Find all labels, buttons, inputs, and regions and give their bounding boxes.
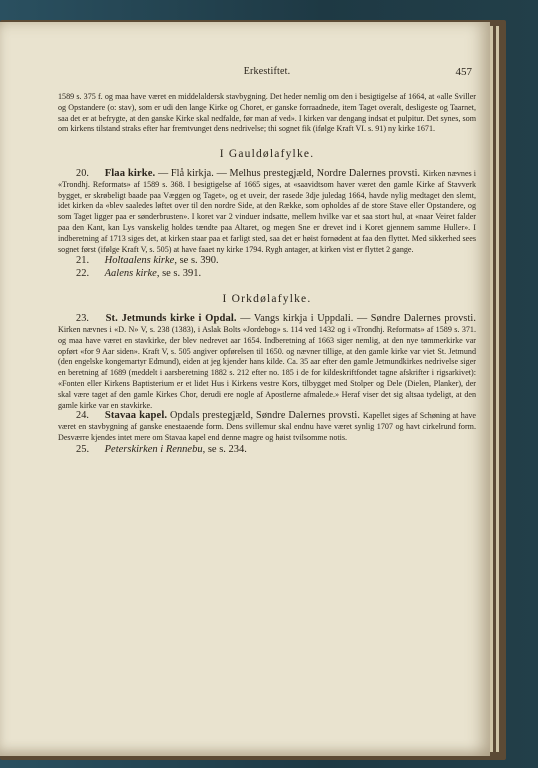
section-title: I Gauldølafylke. [219,148,315,161]
entry-name: Peterskirken i Rennebu [104,443,203,455]
entry-number: 21. [76,255,90,267]
entry-paragraph [58,169,476,255]
reference-line [58,268,476,281]
running-title: Erkestiftet. [243,66,291,77]
page-edge [496,26,499,752]
reference-line [58,255,476,268]
entry-number: 25. [76,443,90,455]
entry-name: Flaa kirke. [104,167,156,179]
entry-name: Holtaalens kirke [104,255,175,267]
entry-text: Kapellet siges af Schøning at have været en stavbygning af ganske enestaaende form. Dens svillemur skal endnu have været synlig 1707 og havt cirkelrund form. Desværre kjendes intet mere om Stavaa kapel end denne magre og høist tvilsomme notis. [58,411,476,442]
page-body [58,92,476,456]
entry-text: Kirken nævnes i «D. N» V, s. 238 (1383), i Aslak Bolts «Jordebog» s. 114 ved 1432 og i «Trondhj. Reformats» af 1589 s. 371. og maa have været en stavkirke, der blev nedrevet aar 1654. Indberetning af 1663 siger nemlig, at den nye tømmerkirke var opført «for 9 Aar siden». Kraft V, s. 505 angiver opførelsen til 1650. og nævner tillige, at den gamle kirke var viet St. Jetmund (den engelske kongemartyr Edmund), eiden at jeg kjender hans kilde. Ca. 35 aar efter den gamle Jetmundkirkes nedrivelse siger en beretning af 1689 (meddelt i aarsberetning 1882 s. 212 efter no. 185 i de for kildeskriftfondet tagne afskrifter i rigsarkivet): «Fonten eller Kirkens Baptisterium er et lidet Hus i Kirkens vestre Kors, tilbygget med Stolper og Dele (Dielen, Planker), der skal være taget af den gamle Kirkes Chor, derudi ere nogle af Apostlerne afmalede.» Heraf viser det sig altsaa tydeligt, at den gamle kirke var en stavkirke. [58,324,476,410]
entry-lead: — Flå kirkja. — Melhus prestegjæld, Nordre Dalernes provsti. [157,167,421,179]
entry-number: 23. [76,313,90,325]
entry-text: Kirken nævnes i «Trondhj. Reformats» af 1589 s. 368. I besigtigelse af 1665 siges, at «saavidtsom haver været den gamle Kirke af Stavverk bygget, er skrøbeligt baade paa Væggen og Taget», og et uveir, der rasede 3dje juledag 1664, havde nylig medtaget den slemt, idet kirken da «blev saaledes løftet over til den nordre Side, at den Række, som opholdes af de store Stave eller Opstandere, og som Taget ligger paa er sønderbrusten». I koret var 2 vinduer indsatte, mellem hvilke var et saa stort hul, at «naar Veiret falder paa den Kant, kan Lys vanskelig holdes tændte paa Altaret, og megen Sne er drevet ind i Koret gjennem samme Huller». I indberetning af 1713 siges det, at kirken staar paa et farligt sted, saa det er høist fornødent at faa den flyttet. Med sikkerhed sees sognet først (ifølge Kraft V, s. 505) at have faaet ny kirke 1794. Rygh antager, at kirken vist er flyttet 2 gange. [58,168,476,254]
page-header [58,66,476,80]
reference-line [58,444,476,457]
intro-paragraph: 1589 s. 375 f. og maa have været en middelaldersk stavbygning. Det heder nemlig om den i besigtigelse af 1664, at «alle Sviller og Opstandere (o: stav), som er udi den lange Kirke og Choret, er ganske forraadnede, item Taget overalt, desligeste og Taarnet, saa det er at befrygte, at den ganske Kirke skal nedfalde, før man af ved». I kirken var dengang indsat et pulpitur. Det synes, som om kirkens tilstand straks efter har fremtvunget dens nedrivelse; thi sognet fik (ifølge Kraft VI. s. 91) ny kirke 1671. [58,92,476,134]
entry-name: Aalens kirke [104,267,157,279]
entry-ref: , se s. 234. [202,443,247,455]
page-edge [490,26,493,752]
entry-lead: — Vangs kirkja i Uppdali. — Søndre Dalernes provsti. [240,313,476,325]
entry-number: 24. [76,410,90,422]
entry-number: 22. [76,267,90,279]
entry-ref: , se s. 391. [156,267,202,279]
section-title: I Orkdølafylke. [222,293,312,306]
entry-ref: , se s. 390. [174,255,219,267]
entry-name: Stavaa kapel. [104,410,168,422]
entry-name: St. Jetmunds kirke i Opdal. [105,313,237,325]
entry-lead: Opdals prestegjæld, Søndre Dalernes provsti. [170,410,360,422]
page-number: 457 [455,66,472,78]
entry-paragraph [58,411,476,443]
entry-number: 20. [76,167,90,179]
entry-paragraph [58,314,476,411]
